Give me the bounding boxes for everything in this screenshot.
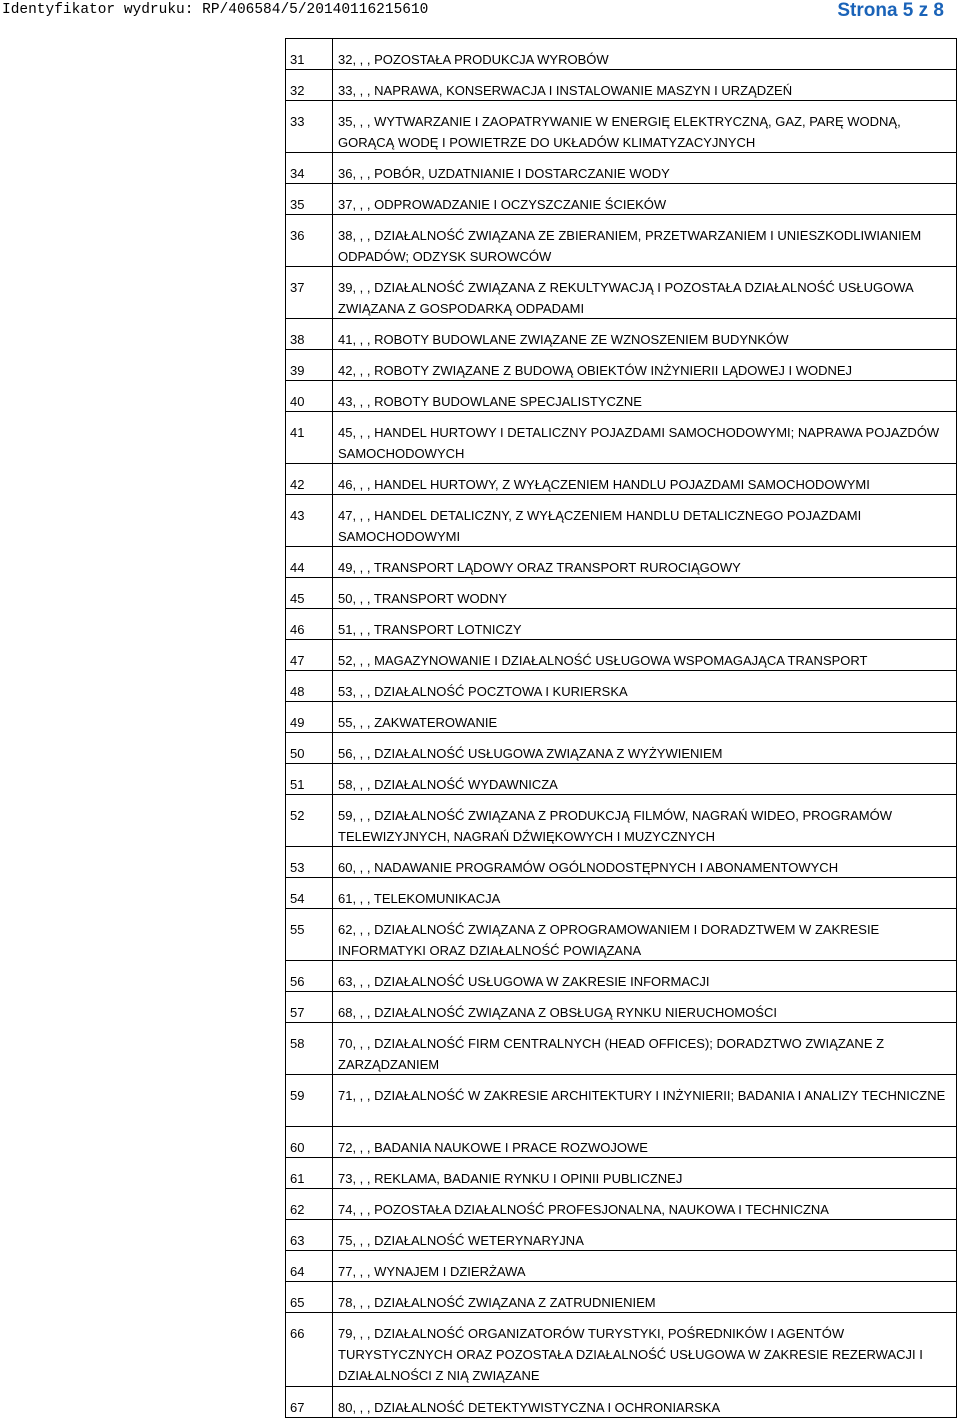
row-number: 50 [286, 733, 333, 763]
row-activity-text: 52, , , MAGAZYNOWANIE I DZIAŁALNOŚĆ USŁUGOWA WSPOMAGAJĄCA TRANSPORT [338, 653, 868, 668]
table-row [286, 878, 956, 909]
row-number: 65 [286, 1282, 333, 1312]
row-number: 34 [286, 153, 333, 183]
table-row [286, 184, 956, 215]
row-activity-text: 59, , , DZIAŁALNOŚĆ ZWIĄZANA Z PRODUKCJĄ FILMÓW, NAGRAŃ WIDEO, PROGRAMÓW TELEWIZYJNYCH, NAGRAŃ DŹWIĘKOWYCH I MUZYCZNYCH [338, 808, 893, 844]
table-row [286, 319, 956, 350]
table-row [286, 640, 956, 671]
row-activity-text: 38, , , DZIAŁALNOŚĆ ZWIĄZANA ZE ZBIERANIEM, PRZETWARZANIEM I UNIESZKODLIWIANIEM ODPADÓW; ODZYSK SUROWCÓW [338, 228, 922, 264]
row-number: 59 [286, 1075, 333, 1126]
table-row [286, 671, 956, 702]
row-activity-text: 41, , , ROBOTY BUDOWLANE ZWIĄZANE ZE WZNOSZENIEM BUDYNKÓW [338, 332, 789, 347]
table-row [286, 101, 956, 153]
table-row [286, 1127, 956, 1158]
table-row [286, 847, 956, 878]
page-number: Strona 5 z 8 [837, 0, 944, 21]
row-activity-text: 74, , , POZOSTAŁA DZIAŁALNOŚĆ PROFESJONALNA, NAUKOWA I TECHNICZNA [338, 1202, 829, 1217]
table-row [286, 547, 956, 578]
table-row [286, 267, 956, 319]
row-number: 48 [286, 671, 333, 701]
pkd-table [285, 38, 957, 1418]
row-number: 37 [286, 267, 333, 318]
row-activity-text: 37, , , ODPROWADZANIE I OCZYSZCZANIE ŚCIEKÓW [338, 197, 667, 212]
row-activity-text: 49, , , TRANSPORT LĄDOWY ORAZ TRANSPORT RUROCIĄGOWY [338, 560, 741, 575]
row-activity-text: 43, , , ROBOTY BUDOWLANE SPECJALISTYCZNE [338, 394, 642, 409]
row-activity-text: 42, , , ROBOTY ZWIĄZANE Z BUDOWĄ OBIEKTÓW INŻYNIERII LĄDOWEJ I WODNEJ [338, 363, 853, 378]
table-row [286, 495, 956, 547]
row-number: 67 [286, 1387, 333, 1417]
row-activity-text: 80, , , DZIAŁALNOŚĆ DETEKTYWISTYCZNA I OCHRONIARSKA [338, 1400, 721, 1415]
table-row [286, 609, 956, 640]
row-activity-text: 62, , , DZIAŁALNOŚĆ ZWIĄZANA Z OPROGRAMOWANIEM I DORADZTWEM W ZAKRESIE INFORMATYKI ORAZ DZIAŁALNOŚĆ POWIĄZANA [338, 922, 880, 958]
row-number: 55 [286, 909, 333, 960]
table-row [286, 961, 956, 992]
table-row [286, 1075, 956, 1127]
row-activity-text: 77, , , WYNAJEM I DZIERŻAWA [338, 1264, 526, 1279]
row-number: 41 [286, 412, 333, 463]
row-number: 46 [286, 609, 333, 639]
row-activity-text: 63, , , DZIAŁALNOŚĆ USŁUGOWA W ZAKRESIE INFORMACJI [338, 974, 710, 989]
row-number: 64 [286, 1251, 333, 1281]
row-number: 62 [286, 1189, 333, 1219]
row-number: 42 [286, 464, 333, 494]
row-activity-text: 78, , , DZIAŁALNOŚĆ ZWIĄZANA Z ZATRUDNIENIEM [338, 1295, 656, 1310]
table-row [286, 39, 956, 70]
row-number: 54 [286, 878, 333, 908]
row-activity-text: 50, , , TRANSPORT WODNY [338, 591, 508, 606]
row-number: 56 [286, 961, 333, 991]
table-row [286, 350, 956, 381]
row-number: 63 [286, 1220, 333, 1250]
row-number: 58 [286, 1023, 333, 1074]
table-row [286, 702, 956, 733]
row-number: 61 [286, 1158, 333, 1188]
row-number: 43 [286, 495, 333, 546]
row-activity-text: 36, , , POBÓR, UZDATNIANIE I DOSTARCZANIE WODY [338, 166, 670, 181]
table-row [286, 1251, 956, 1282]
row-activity-text: 73, , , REKLAMA, BADANIE RYNKU I OPINII PUBLICZNEJ [338, 1171, 683, 1186]
table-row [286, 578, 956, 609]
row-number: 36 [286, 215, 333, 266]
row-number: 51 [286, 764, 333, 794]
table-row [286, 1220, 956, 1251]
table-row [286, 1023, 956, 1075]
row-activity-text: 33, , , NAPRAWA, KONSERWACJA I INSTALOWANIE MASZYN I URZĄDZEŃ [338, 83, 793, 98]
row-activity-text: 68, , , DZIAŁALNOŚĆ ZWIĄZANA Z OBSŁUGĄ RYNKU NIERUCHOMOŚCI [338, 1005, 777, 1020]
row-activity-text: 61, , , TELEKOMUNIKACJA [338, 891, 501, 906]
row-number: 52 [286, 795, 333, 846]
row-activity-text: 32, , , POZOSTAŁA PRODUKCJA WYROBÓW [338, 52, 609, 67]
row-activity-text: 58, , , DZIAŁALNOŚĆ WYDAWNICZA [338, 777, 558, 792]
table-row [286, 70, 956, 101]
row-number: 38 [286, 319, 333, 349]
print-header [0, 0, 960, 24]
row-number: 49 [286, 702, 333, 732]
row-number: 45 [286, 578, 333, 608]
table-row [286, 1158, 956, 1189]
table-row [286, 1313, 956, 1387]
row-activity-text: 46, , , HANDEL HURTOWY, Z WYŁĄCZENIEM HANDLU POJAZDAMI SAMOCHODOWYMI [338, 477, 870, 492]
table-row [286, 153, 956, 184]
print-identifier: Identyfikator wydruku: RP/406584/5/20140116215610 [2, 2, 429, 18]
row-activity-text: 53, , , DZIAŁALNOŚĆ POCZTOWA I KURIERSKA [338, 684, 628, 699]
row-activity-text: 75, , , DZIAŁALNOŚĆ WETERYNARYJNA [338, 1233, 584, 1248]
table-row [286, 215, 956, 267]
row-activity-text: 51, , , TRANSPORT LOTNICZY [338, 622, 522, 637]
table-row [286, 909, 956, 961]
row-activity-text: 56, , , DZIAŁALNOŚĆ USŁUGOWA ZWIĄZANA Z WYŻYWIENIEM [338, 746, 723, 761]
row-activity-text: 39, , , DZIAŁALNOŚĆ ZWIĄZANA Z REKULTYWACJĄ I POZOSTAŁA DZIAŁALNOŚĆ USŁUGOWA ZWIĄZANA Z GOSPODARKĄ ODPADAMI [338, 280, 914, 316]
row-activity-text: 79, , , DZIAŁALNOŚĆ ORGANIZATORÓW TURYSTYKI, POŚREDNIKÓW I AGENTÓW TURYSTYCZNYCH ORAZ POZOSTAŁA DZIAŁALNOŚĆ USŁUGOWA W ZAKRESIE REZERWACJI I DZIAŁALNOŚCI Z NIĄ ZWIĄZANE [338, 1326, 923, 1383]
row-activity-text: 72, , , BADANIA NAUKOWE I PRACE ROZWOJOWE [338, 1140, 648, 1155]
row-activity-text: 47, , , HANDEL DETALICZNY, Z WYŁĄCZENIEM HANDLU DETALICZNEGO POJAZDAMI SAMOCHODOWYMI [338, 508, 862, 544]
row-activity-text: 60, , , NADAWANIE PROGRAMÓW OGÓLNODOSTĘPNYCH I ABONAMENTOWYCH [338, 860, 839, 875]
table-row [286, 992, 956, 1023]
table-row [286, 764, 956, 795]
row-number: 32 [286, 70, 333, 100]
row-number: 47 [286, 640, 333, 670]
row-number: 33 [286, 101, 333, 152]
row-activity-text: 70, , , DZIAŁALNOŚĆ FIRM CENTRALNYCH (HEAD OFFICES); DORADZTWO ZWIĄZANE Z ZARZĄDZANIEM [338, 1036, 885, 1072]
row-number: 39 [286, 350, 333, 380]
row-activity-text: 35, , , WYTWARZANIE I ZAOPATRYWANIE W ENERGIĘ ELEKTRYCZNĄ, GAZ, PARĘ WODNĄ, GORĄCĄ WODĘ I POWIETRZE DO UKŁADÓW KLIMATYZACYJNYCH [338, 114, 901, 150]
table-row [286, 412, 956, 464]
row-number: 44 [286, 547, 333, 577]
row-number: 40 [286, 381, 333, 411]
row-number: 57 [286, 992, 333, 1022]
table-row [286, 381, 956, 412]
table-row [286, 733, 956, 764]
row-number: 60 [286, 1127, 333, 1157]
row-activity-text: 55, , , ZAKWATEROWANIE [338, 715, 498, 730]
table-row [286, 464, 956, 495]
row-number: 66 [286, 1313, 333, 1386]
row-activity-text: 45, , , HANDEL HURTOWY I DETALICZNY POJAZDAMI SAMOCHODOWYMI; NAPRAWA POJAZDÓW SAMOCHODOWYCH [338, 425, 940, 461]
row-number: 31 [286, 39, 333, 69]
table-row [286, 1189, 956, 1220]
table-row [286, 795, 956, 847]
row-number: 53 [286, 847, 333, 877]
row-activity-text: 71, , , DZIAŁALNOŚĆ W ZAKRESIE ARCHITEKTURY I INŻYNIERII; BADANIA I ANALIZY TECHNICZNE [338, 1088, 946, 1103]
row-number: 35 [286, 184, 333, 214]
table-row [286, 1387, 956, 1418]
table-row [286, 1282, 956, 1313]
